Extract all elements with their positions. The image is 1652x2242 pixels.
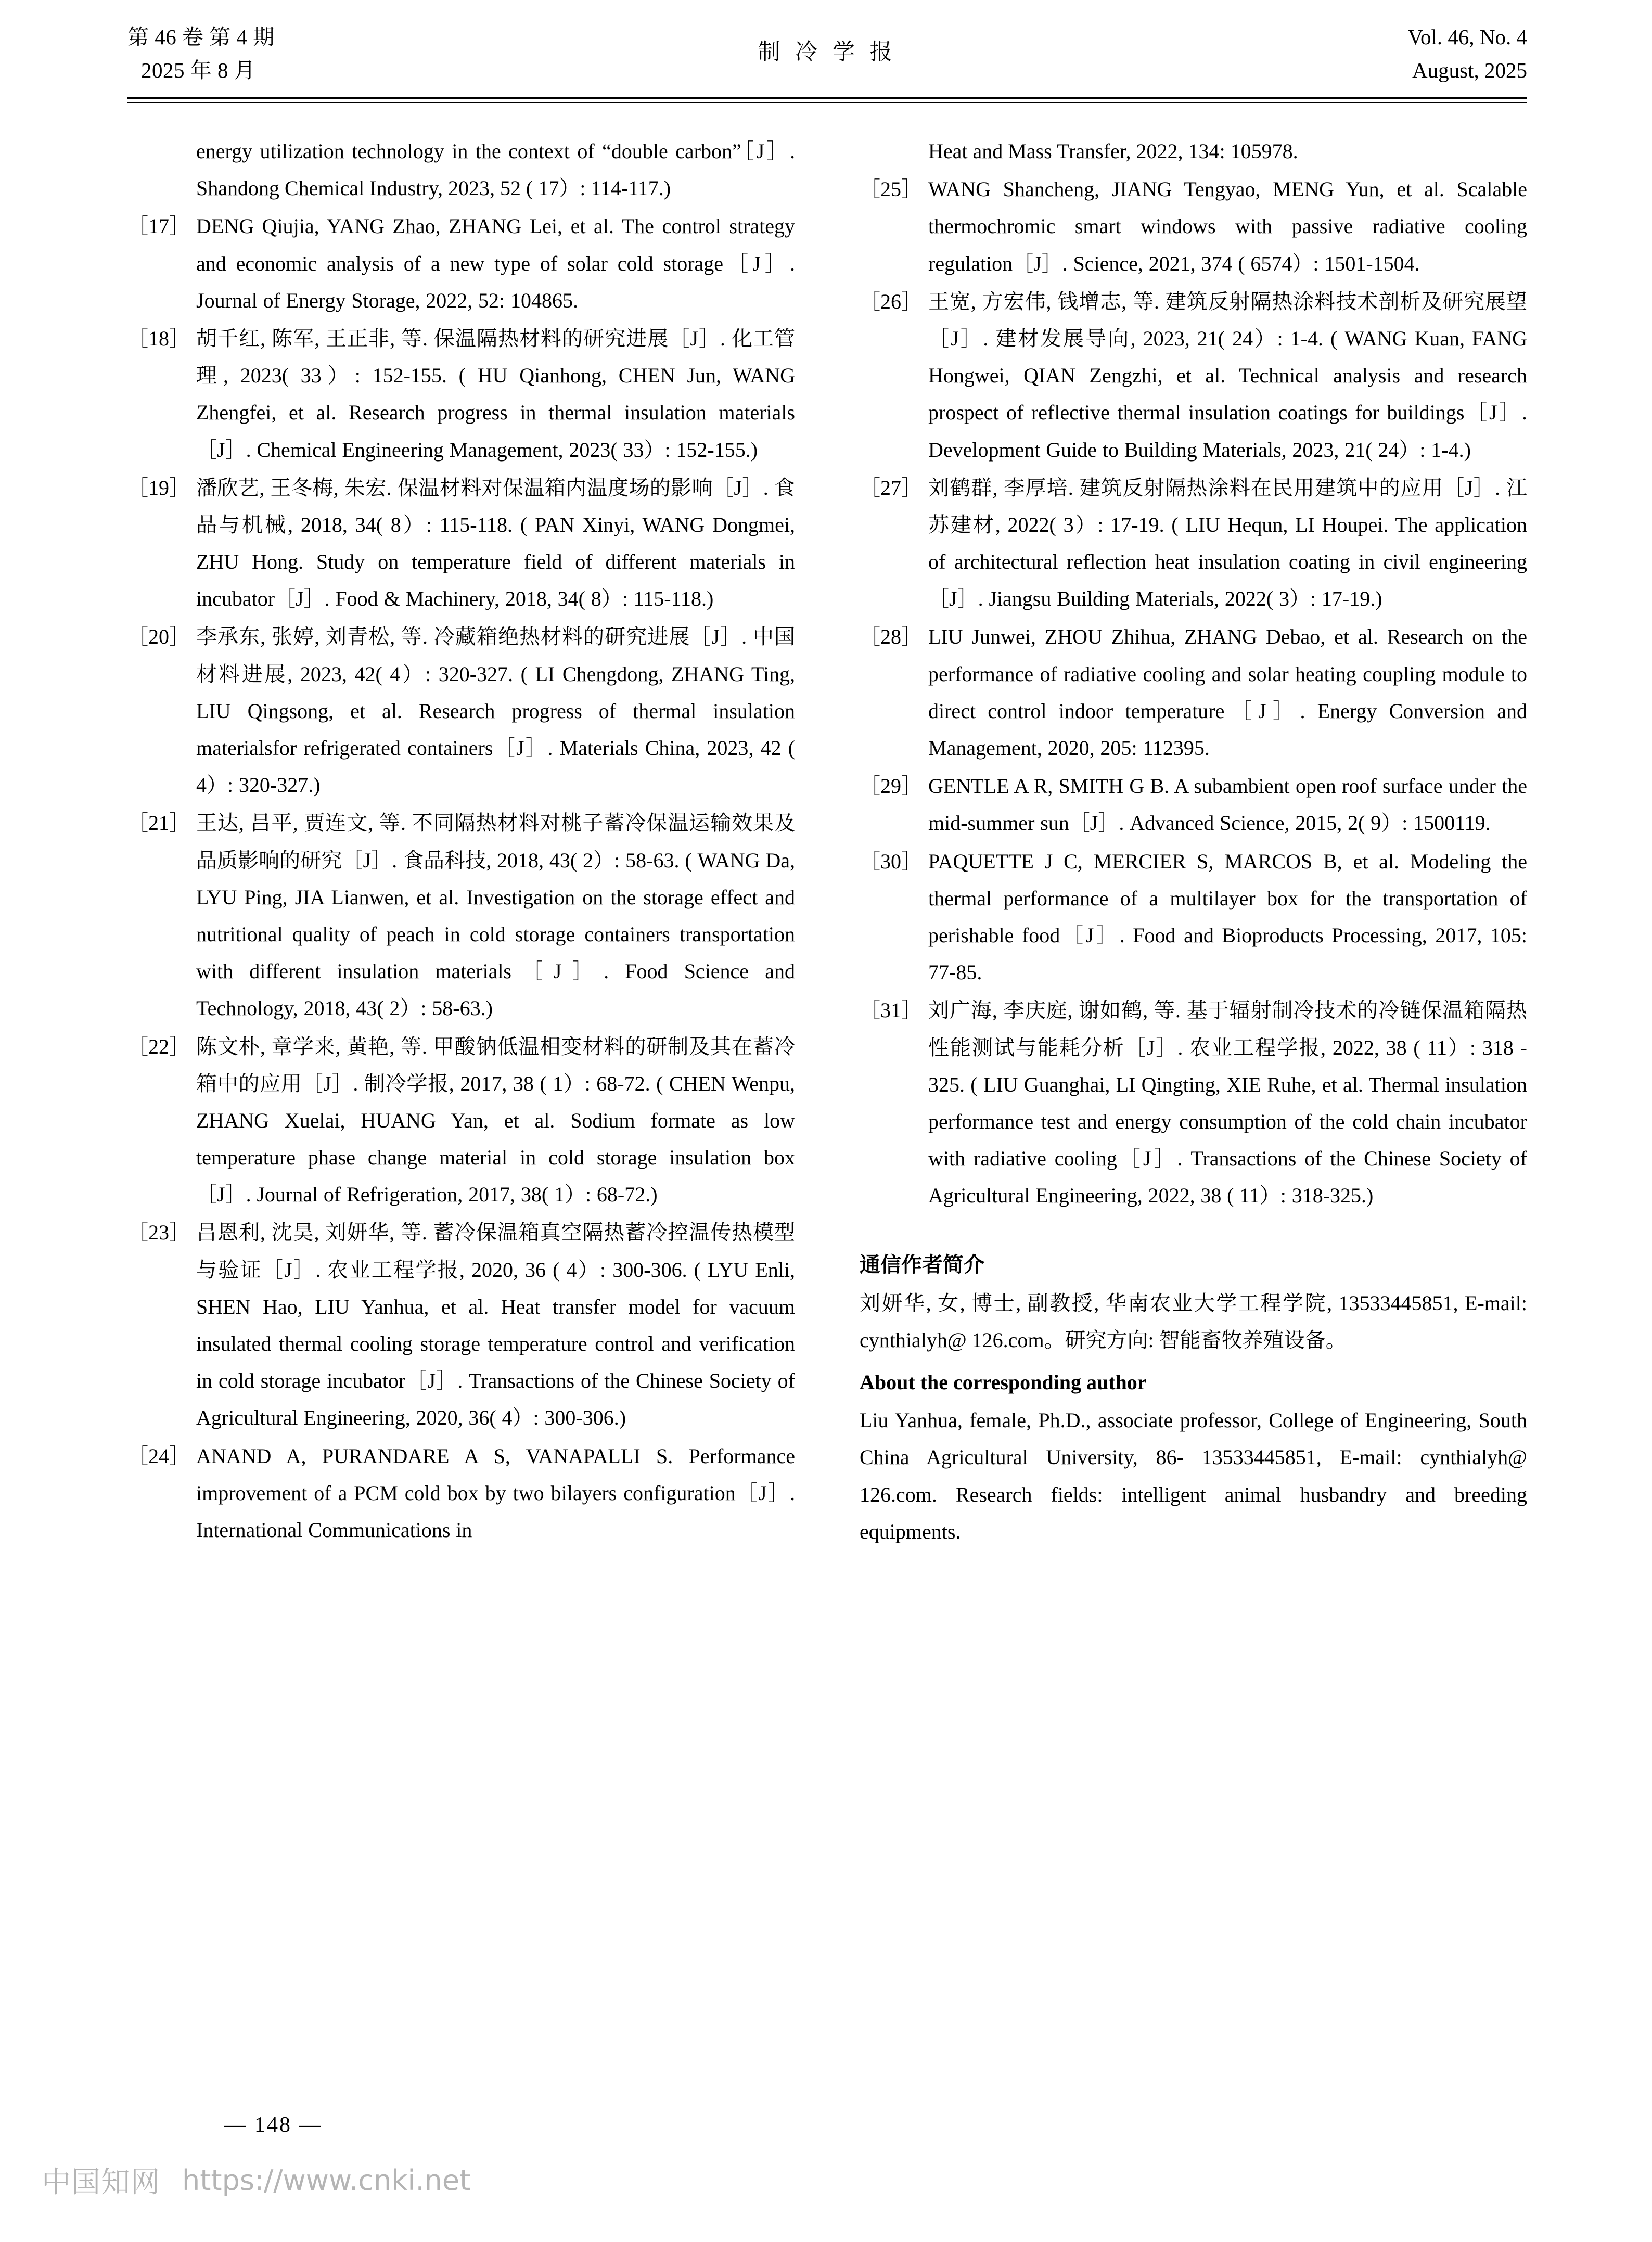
running-head-left	[127, 21, 275, 87]
reference-text: 潘欣艺, 王冬梅, 朱宏. 保温材料对保温箱内温度场的影响［J］. 食品与机械, 2018, 34( 8）: 115-118. ( PAN Xinyi, WANG Dongmei, ZHU Hong. Study on temperature field of different materials in incubator［J］. Food & Machinery, 2018, 34( 8）: 115-118.)	[196, 476, 795, 611]
reference-number: ［22］	[127, 1034, 190, 1058]
reference-item	[127, 1028, 795, 1213]
reference-item	[127, 469, 795, 618]
reference-item	[127, 804, 795, 1027]
reference-number: ［24］	[127, 1444, 190, 1468]
reference-text: DENG Qiujia, YANG Zhao, ZHANG Lei, et al. The control strategy and economic analysis of a new type of solar cold storage［J］. Journal of Energy Storage, 2022, 52: 104865.	[196, 214, 795, 312]
cnki-watermark	[42, 2159, 470, 2201]
reference-item	[860, 469, 1527, 618]
reference-item	[127, 618, 795, 803]
reference-number: ［18］	[127, 326, 190, 350]
reference-item	[860, 992, 1527, 1214]
reference-item	[860, 767, 1527, 841]
reference-text: 陈文朴, 章学来, 黄艳, 等. 甲酸钠低温相变材料的研制及其在蓄冷箱中的应用［J］. 制冷学报, 2017, 38 ( 1）: 68-72. ( CHEN Wenpu, ZHANG Xuelai, HUANG Yan, et al. Sodium formate as low temperature phase change material in cold storage insulation box［J］. Journal of Refrigeration, 2017, 38( 1）: 68-72.)	[196, 1034, 795, 1207]
bio-heading-cn: 通信作者简介	[860, 1253, 984, 1277]
reference-text: 吕恩利, 沈昊, 刘妍华, 等. 蓄冷保温箱真空隔热蓄冷控温传热模型与验证［J］. 农业工程学报, 2020, 36 ( 4）: 300-306. ( LYU Enli, SHEN Hao, LIU Yanhua, et al. Heat transfer model for vacuum insulated thermal cooling storage temperature control and verification in cold storage incubator［J］. Transactions of the Chinese Society of Agricultural Engineering, 2020, 36( 4）: 300-306.)	[196, 1221, 795, 1430]
left-column	[127, 133, 795, 1550]
reference-item	[127, 320, 795, 468]
watermark-label-cn: 中国知网	[42, 2166, 160, 2199]
reference-text: 刘鹤群, 李厚培. 建筑反射隔热涂料在民用建筑中的应用［J］. 江苏建材, 2022( 3）: 17-19. ( LIU Hequn, LI Houpei. The application of architectural reflection heat insulation coating in civil engineering［J］. Jiangsu Building Materials, 2022( 3）: 17-19.)	[928, 476, 1527, 611]
reference-continuation-24: Heat and Mass Transfer, 2022, 134: 105978.	[928, 139, 1298, 163]
watermark-url: https://www.cnki.net	[182, 2163, 471, 2197]
reference-number: ［19］	[127, 476, 190, 499]
header-rule	[127, 97, 1527, 103]
bio-body-en: Liu Yanhua, female, Ph.D., associate professor, College of Engineering, South China Agricultural University, 86- 13533445851, E-mail: cynthialyh@ 126.com. Research fields: intelligent animal husbandry and breeding equipments.	[860, 1408, 1527, 1543]
reference-number: ［29］	[860, 774, 922, 798]
reference-text: GENTLE A R, SMITH G B. A subambient open roof surface under the mid-summer sun［J］. Advanced Science, 2015, 2( 9）: 1500119.	[928, 774, 1527, 835]
reference-text: 王达, 吕平, 贾连文, 等. 不同隔热材料对桃子蓄冷保温运输效果及品质影响的研究［J］. 食品科技, 2018, 43( 2）: 58-63. ( WANG Da, LYU Ping, JIA Lianwen, et al. Investigation on the storage effect and nutritional quality of peach in cold storage containers transportation with different insulation materials［J］. Food Science and Technology, 2018, 43( 2）: 58-63.)	[196, 811, 795, 1020]
reference-text: 刘广海, 李庆庭, 谢如鹤, 等. 基于辐射制冷技术的冷链保温箱隔热性能测试与能耗分析［J］. 农业工程学报, 2022, 38 ( 11）: 318 - 325. ( LIU Guanghai, LI Qingting, XIE Ruhe, et al. Thermal insulation performance test and energy consumption of the cold chain incubator with radiative cooling［J］. Transactions of the Chinese Society of Agricultural Engineering, 2022, 38 ( 11）: 318-325.)	[928, 998, 1527, 1208]
issue-date-cn: 2025 年 8 月	[141, 58, 256, 82]
reference-item	[860, 843, 1527, 991]
reference-text: 胡千红, 陈军, 王正非, 等. 保温隔热材料的研究进展［J］. 化工管理, 2023( 33）: 152-155. ( HU Qianhong, CHEN Jun, WANG Zhengfei, et al. Research progress in thermal insulation materials［J］. Chemical Engineering Management, 2023( 33）: 152-155.)	[196, 326, 795, 462]
bio-body-cn: 刘妍华, 女, 博士, 副教授, 华南农业大学工程学院, 13533445851, E-mail: cynthialyh@ 126.com。研究方向: 智能畜牧养殖设备。	[860, 1291, 1527, 1352]
bio-heading-en: About the corresponding author	[860, 1370, 1147, 1394]
running-head-right	[1408, 21, 1527, 87]
corresponding-author-bio-cn	[860, 1246, 1527, 1359]
reference-item	[127, 1214, 795, 1436]
reference-number: ［17］	[127, 214, 190, 238]
corresponding-author-bio-en	[860, 1364, 1527, 1550]
reference-item	[860, 171, 1527, 282]
volume-issue-cn: 第 46 卷 第 4 期	[127, 25, 275, 49]
running-head	[127, 21, 1527, 88]
reference-number: ［31］	[860, 998, 922, 1022]
reference-text: 李承东, 张婷, 刘青松, 等. 冷藏箱绝热材料的研究进展［J］. 中国材料进展, 2023, 42( 4）: 320-327. ( LI Chengdong, ZHANG Ting, LIU Qingsong, et al. Research progress of thermal insulation materialsfor refrigerated containers［J］. Materials China, 2023, 42 ( 4）: 320-327.)	[196, 625, 795, 797]
reference-text: LIU Junwei, ZHOU Zhihua, ZHANG Debao, et al. Research on the performance of radiative cooling and solar heating coupling module to direct control indoor temperature［J］. Energy Conversion and Management, 2020, 205: 112395.	[928, 625, 1527, 760]
reference-number: ［23］	[127, 1221, 190, 1245]
reference-continuation-16: energy utilization technology in the context of “double carbon”［J］. Shandong Chemical Industry, 2023, 52 ( 17）: 114-117.)	[196, 139, 795, 200]
reference-item	[860, 283, 1527, 468]
reference-item	[860, 618, 1527, 766]
reference-number: ［27］	[860, 476, 922, 499]
reference-text: PAQUETTE J C, MERCIER S, MARCOS B, et al. Modeling the thermal performance of a multilayer box for the transportation of perishable food［J］. Food and Bioproducts Processing, 2017, 105: 77-85.	[928, 849, 1527, 984]
reference-number: ［26］	[860, 289, 922, 313]
page-number: — 148 —	[224, 2113, 323, 2137]
reference-columns	[127, 133, 1527, 1550]
issue-date-en: August, 2025	[1412, 58, 1527, 82]
reference-text: 王宽, 方宏伟, 钱增志, 等. 建筑反射隔热涂料技术剖析及研究展望［J］. 建材发展导向, 2023, 21( 24）: 1-4. ( WANG Kuan, FANG Hongwei, QIAN Zengzhi, et al. Technical analysis and research prospect of reflective thermal insulation coatings for buildings［J］. Development Guide to Building Materials, 2023, 21( 24）: 1-4.)	[928, 289, 1527, 462]
reference-number: ［20］	[127, 625, 190, 649]
reference-text: WANG Shancheng, JIANG Tengyao, MENG Yun, et al. Scalable thermochromic smart windows with passive radiative cooling regulation［J］. Science, 2021, 374 ( 6574）: 1501-1504.	[928, 177, 1527, 275]
reference-number: ［30］	[860, 849, 922, 873]
reference-number: ［25］	[860, 177, 922, 201]
reference-item	[127, 1438, 795, 1549]
journal-title-cn: 制 冷 学 报	[758, 40, 897, 65]
reference-item	[127, 208, 795, 319]
right-column	[860, 133, 1527, 1550]
reference-number: ［21］	[127, 811, 190, 835]
volume-issue-en: Vol. 46, No. 4	[1407, 25, 1527, 49]
reference-number: ［28］	[860, 625, 922, 649]
reference-text: ANAND A, PURANDARE A S, VANAPALLI S. Performance improvement of a PCM cold box by two bilayers configuration［J］. International Communications in	[196, 1444, 795, 1542]
